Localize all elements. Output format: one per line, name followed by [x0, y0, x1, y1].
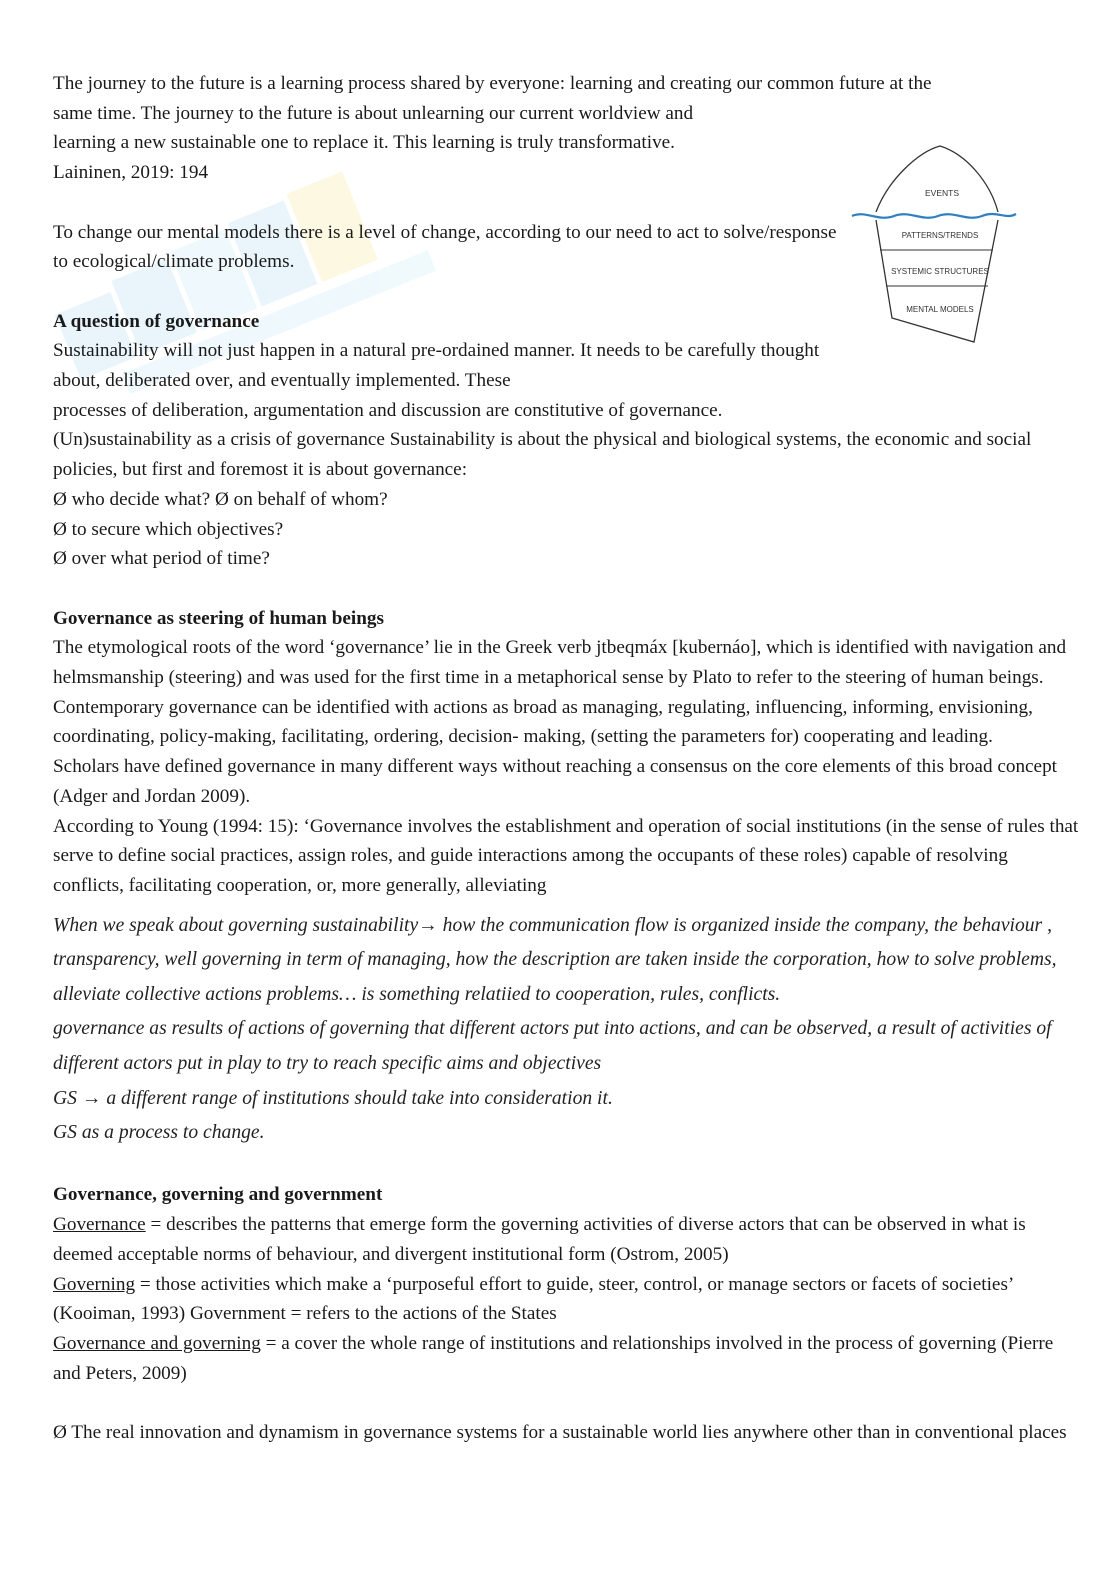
note-4: GS as a process to change. [53, 1122, 265, 1144]
water-line [852, 214, 1016, 218]
intro-line-2: same time. The journey to the future is about unlearning our current worldview and [53, 102, 694, 124]
iceberg-label-structures: SYSTEMIC STRUCTURES [891, 267, 989, 276]
term-governing: Governing [53, 1273, 136, 1295]
term-governance: Governance [53, 1214, 146, 1236]
steering-paragraph-3: According to Young (1994: 15): ‘Governance involves the establishment and operation of social institutions (in the sense of rules that serve to define social practices, assign roles, and guide interactions among the occupants of these roles) capable of resolving conflicts, facilitating cooperation, or, more generally, alleviating [53, 815, 1079, 896]
governance-paragraph-1: Sustainability will not just happen in a natural pre-ordained manner. It needs to be carefully thought about, deliberated over, and eventually implemented. These [53, 340, 820, 391]
governance-paragraph-2: (Un)sustainability as a crisis of governance Sustainability is about the physical and biological systems, the economic and social policies, but first and foremost it is about governance: [53, 429, 1032, 481]
note-2: governance as results of actions of governing that different actors put into actions, and can be observed, a result of activities of different actors put in play to try to reach specific aims and objectives [53, 1018, 1052, 1075]
intro-line-3: learning a new sustainable one to replace it. This learning is truly transformative. [53, 132, 675, 154]
iceberg-tip-outline [876, 146, 998, 212]
heading-steering: Governance as steering of human beings [53, 607, 384, 629]
steering-paragraph-2: Scholars have defined governance in many different ways without reaching a consensus on the core elements of this broad concept (Adger and Jordan 2009). [53, 756, 1057, 807]
heading-definitions: Governance, governing and government [53, 1184, 383, 1206]
iceberg-diagram [848, 140, 1020, 350]
definition-governing-text: = those activities which make a ‘purposeful effort to guide, steer, control, or manage sectors or facets of societies’ (Kooiman, 1993) Government = refers to the actions of the States [53, 1273, 1013, 1325]
term-governance-and-governing: Governance and governing [53, 1333, 261, 1354]
mental-models-paragraph: To change our mental models there is a level of change, according to our need to act to solve/response to ecological/climate problems. [53, 221, 837, 273]
question-bullet-2: Ø to secure which objectives? [53, 518, 284, 540]
question-bullet-1: Ø who decide what? Ø on behalf of whom? [53, 488, 388, 510]
note-3: GS → a different range of institutions should take into consideration it. [53, 1087, 613, 1109]
definition-governance [53, 1210, 1083, 1269]
definition-governance-and-governing [53, 1329, 1083, 1388]
steering-paragraph-1: The etymological roots of the word ‘governance’ lie in the Greek verb jtbeqmáx [kubernáo], which is identified with navigation and helmsmanship (steering) and was used for the first time in a metaphorical sense by Plato to refer to the steering of human beings. Contemporary governance can be identified with actions as broad as managing, regulating, influencing, informing, envisioning, coordinating, policy-making, facilitating, ordering, decision- making, (setting the parameters for) cooperating and leading. [53, 637, 1067, 748]
iceberg-label-patterns: PATTERNS/TRENDS [901, 231, 979, 240]
closing-bullet: Ø The real innovation and dynamism in governance systems for a sustainable world lies anywhere other than in conventional places [53, 1422, 1067, 1444]
heading-governance-question: A question of governance [53, 310, 260, 332]
intro-line-1: The journey to the future is a learning process shared by everyone: learning and creating our common future at the [53, 73, 932, 94]
definition-governance-and-governing-text: = a cover the whole range of institutions and relationships involved in the process of governing (Pierre and Peters, 2009) [53, 1333, 1054, 1384]
citation: Laininen, 2019: 194 [53, 162, 209, 184]
handwritten-notes [53, 909, 1083, 1151]
governance-paragraph-1b: processes of deliberation, argumentation and discussion are constitutive of governance. [53, 399, 723, 421]
iceberg-label-models: MENTAL MODELS [906, 305, 974, 314]
note-1: When we speak about governing sustainability→ how the communication flow is organized inside the company, the behaviour , transparency, well governing in term of managing, how the description are taken inside the corporation, how to solve problems, alleviate collective actions problems… is something relatiied to cooperation, rules, conflicts. [53, 914, 1057, 1005]
definition-governing [53, 1270, 1083, 1329]
iceberg-label-events: EVENTS [924, 188, 960, 198]
question-bullet-3: Ø over what period of time? [53, 548, 270, 570]
definition-governance-text: = describes the patterns that emerge form the governing activities of diverse actors that can be observed in what is deemed acceptable norms of behaviour, and divergent institutional form (Ostrom, 2005) [53, 1214, 1026, 1265]
